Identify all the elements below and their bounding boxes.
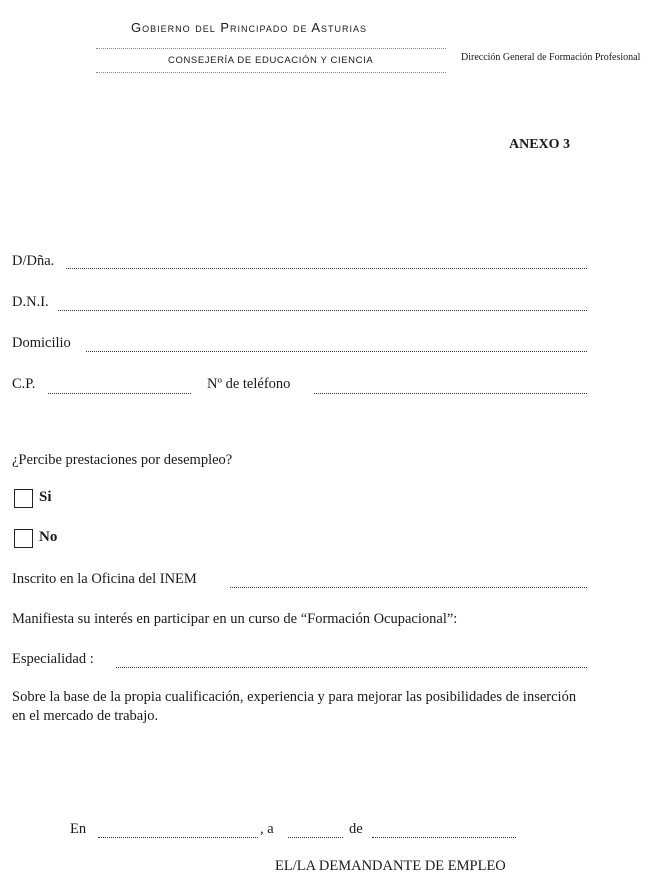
unemployment-question: ¿Percibe prestaciones por desempleo? <box>12 452 233 468</box>
phone-label: Nº de teléfono <box>207 376 291 392</box>
no-option-label: No <box>39 529 58 545</box>
yes-checkbox[interactable] <box>14 489 33 508</box>
dni-label: D.N.I. <box>12 294 49 310</box>
address-field[interactable] <box>86 351 587 352</box>
yes-option-label: Si <box>39 489 52 505</box>
header-divider-top <box>96 48 446 49</box>
month-field[interactable] <box>372 837 516 838</box>
date-separator-a: , a <box>260 821 274 837</box>
place-field[interactable] <box>98 837 258 838</box>
signer-title: EL/LA DEMANDANTE DE EMPLEO <box>275 858 506 874</box>
postal-code-label: C.P. <box>12 376 36 392</box>
basis-paragraph: Sobre la base de la propia cualificación, experiencia y para mejorar las posibilidades de inserción en el mercado de trabajo. <box>12 689 577 724</box>
specialty-field[interactable] <box>116 667 587 668</box>
dni-field[interactable] <box>58 310 587 311</box>
date-separator-de: de <box>349 821 363 837</box>
interest-statement: Manifiesta su interés en participar en un curso de “Formación Ocupacional”: <box>12 611 458 627</box>
inem-label: Inscrito en la Oficina del INEM <box>12 571 197 587</box>
name-label: D/Dña. <box>12 253 55 269</box>
directorate-name: Dirección General de Formación Profesional <box>461 52 641 63</box>
address-label: Domicilio <box>12 335 71 351</box>
postal-code-field[interactable] <box>48 393 191 394</box>
annex-title: ANEXO 3 <box>509 137 571 152</box>
place-prefix: En <box>70 821 87 837</box>
specialty-label: Especialidad : <box>12 651 94 667</box>
header-divider-bottom <box>96 72 446 73</box>
phone-field[interactable] <box>314 393 587 394</box>
government-title: Gobierno del Principado de Asturias <box>131 20 368 35</box>
no-checkbox[interactable] <box>14 529 33 548</box>
day-field[interactable] <box>288 837 343 838</box>
inem-field[interactable] <box>230 587 587 588</box>
name-field[interactable] <box>66 268 587 269</box>
department-name: CONSEJERÍA DE EDUCACIÓN Y CIENCIA <box>168 55 374 66</box>
